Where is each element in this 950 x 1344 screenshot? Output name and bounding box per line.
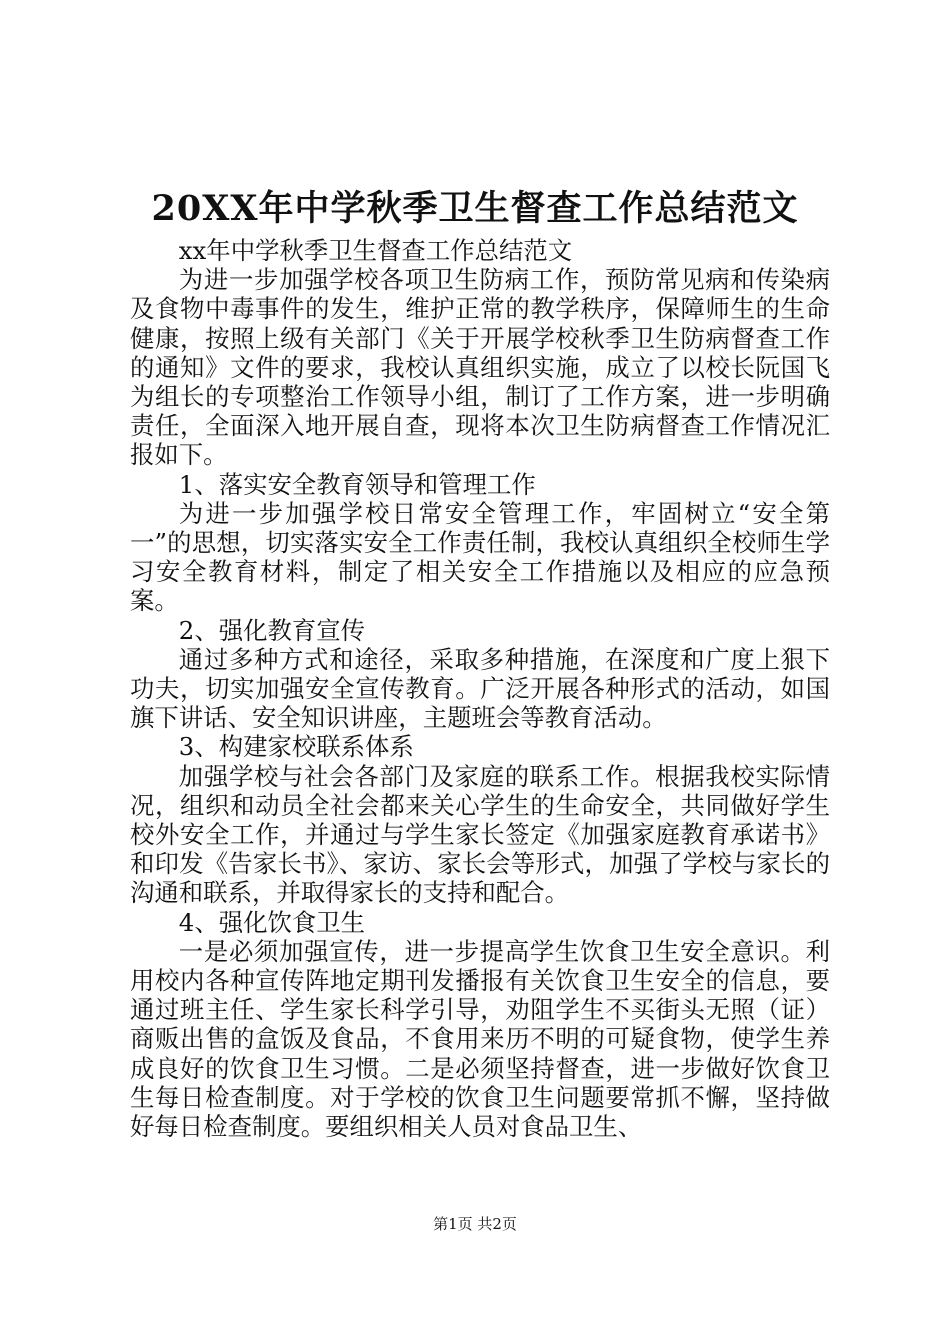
section-heading-2: 2、强化教育宣传 bbox=[178, 615, 366, 645]
section-paragraph-2: 通过多种方式和途径，采取多种措施，在深度和广度上狠下功夫，切实加强安全宣传教育。广泛开展各种形式的活动，如国旗下讲话、安全知识讲座，主题班会等教育活动。 bbox=[130, 644, 830, 733]
intro-paragraph: 为进一步加强学校各项卫生防病工作，预防常见病和传染病及食物中毒事件的发生，维护正常的教学秩序，保障师生的生命健康，按照上级有关部门《关于开展学校秋季卫生防病督查工作的通知》文件的要求，我校认真组织实施，成立了以校长阮国飞为组长的专项整治工作领导小组，制订了工作方案，进一步明确责任，全面深入地开展自查，现将本次卫生防病督查工作情况汇报如下。 bbox=[130, 265, 830, 470]
page-footer: 第1页 共2页 bbox=[433, 1215, 517, 1233]
document-title: 20XX年中学秋季卫生督查工作总结范文 bbox=[151, 188, 799, 229]
document-body bbox=[130, 236, 830, 1141]
section-paragraph-3: 加强学校与社会各部门及家庭的联系工作。根据我校实际情况，组织和动员全社会都来关心学生的生命安全，共同做好学生校外安全工作，并通过与学生家长签定《加强家庭教育承诺书》和印发《告家长书》、家访、家长会等形式，加强了学校与家长的沟通和联系，并取得家长的支持和配合。 bbox=[130, 761, 830, 908]
section-heading-3: 3、构建家校联系体系 bbox=[178, 732, 414, 762]
section-heading-4: 4、强化饮食卫生 bbox=[178, 907, 366, 937]
section-paragraph-1: 为进一步加强学校日常安全管理工作，牢固树立“安全第一”的思想，切实落实安全工作责任制，我校认真组织全校师生学习安全教育材料，制定了相关安全工作措施以及相应的应急预案。 bbox=[130, 498, 830, 616]
section-heading-1: 1、落实安全教育领导和管理工作 bbox=[178, 469, 536, 499]
subtitle-paragraph: xx年中学秋季卫生督查工作总结范文 bbox=[178, 236, 573, 265]
section-paragraph-4: 一是必须加强宣传，进一步提高学生饮食卫生安全意识。利用校内各种宣传阵地定期刊发播报有关饮食卫生安全的信息，要通过班主任、学生家长科学引导，劝阻学生不买街头无照（证）商贩出售的盒饭及食品，不食用来历不明的可疑食物，使学生养成良好的饮食卫生习惯。二是必须坚持督查，进一步做好饮食卫生每日检查制度。对于学校的饮食卫生问题要常抓不懈，坚持做好每日检查制度。要组织相关人员对食品卫生、 bbox=[130, 936, 830, 1142]
